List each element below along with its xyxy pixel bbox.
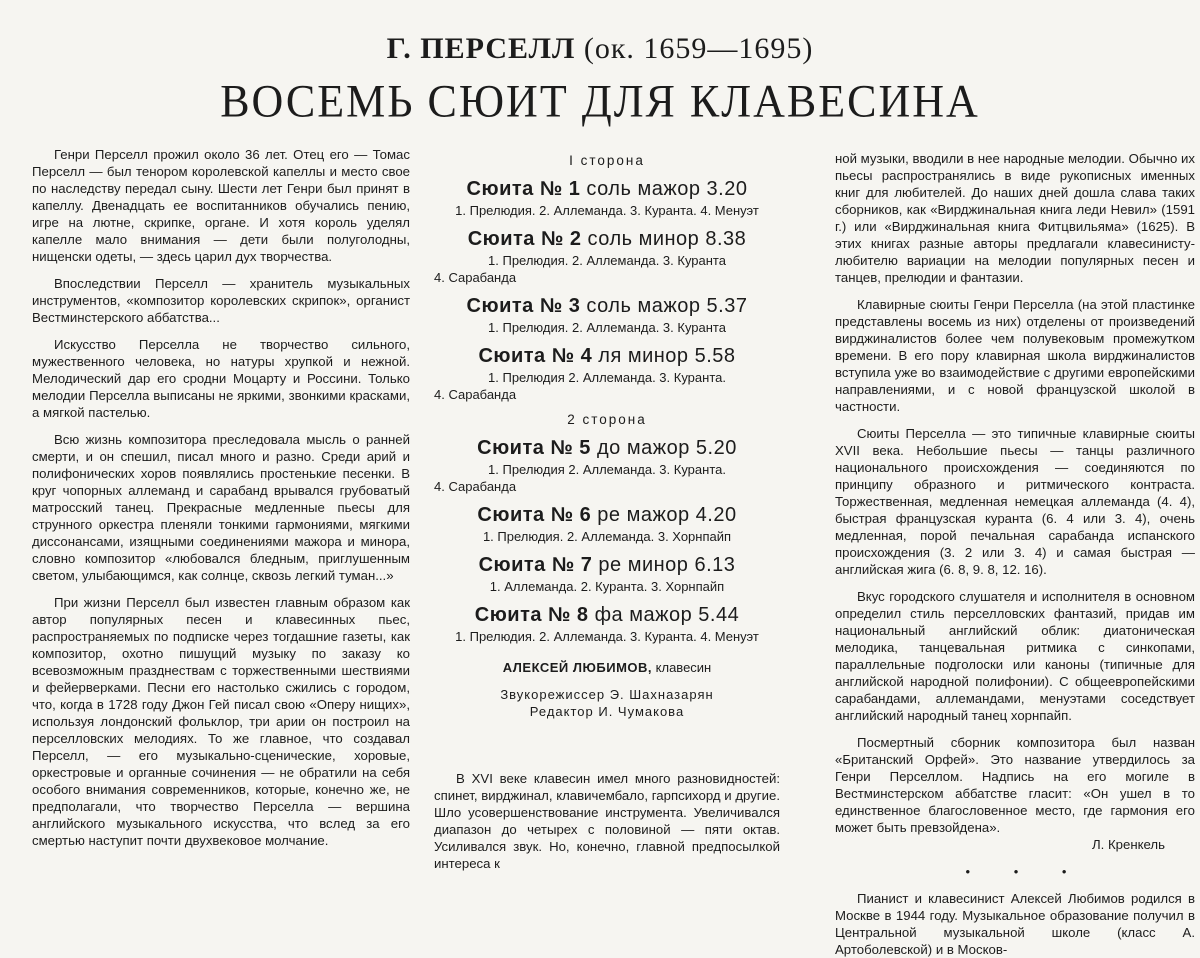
suite-name: Сюита № 5 [477, 437, 591, 459]
suite-name: Сюита № 6 [477, 504, 592, 526]
suite-item [434, 553, 780, 595]
suite-item [434, 227, 780, 286]
suite-name: Сюита № 7 [478, 554, 593, 576]
header [0, 30, 1200, 128]
suite-item [434, 294, 780, 336]
suite-item [434, 603, 780, 645]
paragraph: Посмертный сборник композитора был назван «Британский Орфей». Это название утвердилось за Генри Перселлом. Надпись на его могиле в Вестминстерском аббатстве гласит: «Он ушел в то единственное благословенное место, где гармония его может быть превзойдена». [835, 735, 1195, 835]
suite-name: Сюита № 3 [466, 295, 581, 317]
suite-time: 3.20 [706, 178, 748, 200]
work-title: ВОСЕМЬ СЮИТ ДЛЯ КЛАВЕСИНА [220, 75, 980, 128]
suite-movements: 1. Прелюдия. 2. Аллеманда. 3. Куранта [488, 320, 726, 335]
left-column [32, 146, 410, 849]
suite-key: соль минор [587, 228, 700, 250]
suite-time: 5.37 [706, 295, 748, 317]
suite-item [434, 436, 780, 495]
right-column [835, 150, 1195, 958]
paragraph: ной музыки, вводили в нее народные мелодии. Обычно их пьесы распространялись в виде рукописных именных книг для любителей. До наших дней дошла слава таких сборников, как «Вирджинальная книга леди Невил» (1591 г.) или «Вирджинальная книга Фитцвильяма» (1625). В этих книгах разные авторы предлагали клавесинисту-любителю вариации на мелодии популярных песен и танцев, прелюдии и фантазии. [835, 151, 1195, 285]
suite-key: до мажор [596, 437, 690, 459]
suite-movements-cont: 4. Сарабанда [434, 387, 517, 402]
suite-time: 5.20 [695, 437, 737, 459]
paragraph: Впоследствии Перселл — хранитель музыкальных инструментов, «композитор королевских скрипок», органист Вестминстерского аббатства... [32, 276, 410, 325]
suite-movements: 1. Прелюдия. 2. Аллеманда. 3. Куранта. 4. Менуэт [455, 203, 759, 218]
suite-key: ре мажор [597, 504, 690, 526]
suite-key: ля минор [598, 345, 689, 367]
suite-item [434, 177, 780, 219]
suite-name: Сюита № 4 [478, 345, 593, 367]
paragraph: Всю жизнь композитора преследовала мысль о ранней смерти, и он спешил, писал много и разно. Среди арий и полифонических хоров появлялись простенькие песенки. В круг чопорных аллеманд и сарабанд врывался грубоватый матросский танец. Прекрасные медленные пьесы для струнного оркестра пленяли тонкими гармониями, мягкими диссонансами, изящными соединениями мажора и минора, словно композитор «любовался бледным, приглушенным светом, улыбающимся, как солнце, сквозь легкий туман...» [32, 432, 410, 583]
paragraph: Клавирные сюиты Генри Перселла (на этой пластинке представлены восемь из них) отделены от произведений вирджиналистов более чем полувековым промежутком времени. В его пору клавирная школа вирджиналистов вступила уже во взаимодействие с другими европейскими направлениями, и с новой французской школой в частности. [835, 297, 1195, 414]
suite-item [434, 503, 780, 545]
middle-column [434, 146, 780, 872]
suite-name: Сюита № 8 [474, 604, 589, 626]
editor: Редактор И. Чумакова [529, 704, 685, 719]
suite-key: соль мажор [586, 295, 701, 317]
suite-key: ре минор [598, 554, 689, 576]
suite-time: 8.38 [705, 228, 747, 250]
suite-movements: 1. Прелюдия. 2. Аллеманда. 3. Хорнпайп [482, 529, 732, 544]
sound-engineer: Звукорежиссер Э. Шахназарян [500, 687, 714, 702]
credits [434, 659, 780, 720]
paragraph: Генри Перселл прожил около 36 лет. Отец его — Томас Перселл — был тенором королевской капеллы и место свое по наследству передал сыну. Шести лет Генри был принят в капеллу. Двенадцать ее воспитанников обучались пению, игре на лютне, скрипке, органе. И хотя король уделял капелле мало внимания — дети были полуголодны, нищенски одеты, — здесь царил дух творчества. [32, 147, 410, 264]
suite-movements: 1. Прелюдия. 2. Аллеманда. 3. Куранта [488, 253, 726, 268]
paragraph: В XVI веке клавесин имел много разновидностей: спинет, вирджинал, клавичембало, гарпсихорд и другие. Шло усовершенствование инструмента. Увеличивался диапазон до четырех с половиной — пяти октав. Усиливался звук. Но, конечно, главной предпосылкой интереса к [434, 771, 780, 871]
suite-time: 5.44 [698, 604, 740, 626]
paragraph: Сюиты Перселла — это типичные клавирные сюиты XVII века. Небольшие пьесы — танцы различного национального происхождения — соединяются по принципу образного и ритмического контраста. Торжественная, медленная немецкая аллеманда (4. 4), быстрая французская куранта (6. 4 или 3. 4), очень медленная, порой печальная сарабанда испанского происхождения (3. 2 или 3. 4) и самая быстрая — английская жига (6. 8, 9. 8, 12. 16). [835, 426, 1195, 577]
suite-time: 4.20 [695, 504, 737, 526]
suite-movements: 1. Прелюдия 2. Аллеманда. 3. Куранта. [488, 370, 726, 385]
performer-name: АЛЕКСЕЙ ЛЮБИМОВ, [502, 660, 653, 675]
separator-dots: • • • [965, 864, 1087, 879]
paragraph: Искусство Перселла не творчество сильного, мужественного человека, но натуры хрупкой и нежной. Мелодический дар его сродни Моцарту и Россини. Только мелодии Перселла выписаны не яркими, звонкими красками, а мягкой пастелью. [32, 337, 410, 420]
composer-dates: (ок. 1659—1695) [583, 32, 814, 65]
performer-instrument: клавесин [655, 660, 712, 675]
suite-movements: 1. Прелюдия 2. Аллеманда. 3. Куранта. [488, 462, 726, 477]
suite-movements-cont: 4. Сарабанда [434, 479, 517, 494]
composer-line [0, 30, 1200, 68]
suite-time: 5.58 [694, 345, 736, 367]
paragraph: Вкус городского слушателя и исполнителя в основном определил стиль перселловских фантазий, придав им национальный английский облик: диатоническая мелодика, танцевальная ритмика с синкопами, параллельные подголоски или каноны (типичные для английской народной полифонии). С общеевропейскими сарабандами, аллемандами, менуэтами соседствует английский народный танец хорнпайп. [835, 589, 1195, 723]
suite-movements: 1. Прелюдия. 2. Аллеманда. 3. Куранта. 4. Менуэт [455, 629, 759, 644]
composer-name: Г. ПЕРСЕЛЛ [386, 32, 576, 65]
signature: Л. Кренкель [1092, 837, 1165, 852]
suite-item [434, 344, 780, 403]
suite-time: 6.13 [694, 554, 736, 576]
suite-name: Сюита № 2 [467, 228, 582, 250]
suite-key: фа мажор [594, 604, 693, 626]
suite-movements: 1. Аллеманда. 2. Куранта. 3. Хорнпайп [489, 579, 725, 594]
side-one-heading: I сторона [569, 153, 645, 168]
middle-text [434, 770, 780, 872]
suite-movements-cont: 4. Сарабанда [434, 270, 517, 285]
side-two-heading: 2 сторона [567, 412, 647, 427]
suite-key: соль мажор [586, 178, 701, 200]
suite-name: Сюита № 1 [466, 178, 581, 200]
paragraph: При жизни Перселл был известен главным образом как автор популярных песен и клавесинных пьес, распространяемых по подписке через тогдашние газеты, как композитор, охотно пишущий музыку по заказу ко всевозможным празднествам с торжественными шествиями и фейерверками. Песни его настолько сжились с городом, что, когда в 1728 году Джон Гей писал свою «Оперу нищих», используя лондонский фольклор, три арии он построил на перселловских мелодиях. То же главное, что создавал Перселл, — его музыкально-сценические, хоровые, оркестровые и органные сочинения — не обратили на себя особого внимания современников, которые, конечно же, не предполагали, что творчество Перселла — вершина английского музыкального искусства, что вслед за его смертью наступит почти двухвековое молчание. [32, 595, 410, 848]
paragraph: Пианист и клавесинист Алексей Любимов родился в Москве в 1944 году. Музыкальное образование получил в Центральной музыкальной школе (класс А. Артоболевской) и в Москов- [835, 891, 1195, 957]
